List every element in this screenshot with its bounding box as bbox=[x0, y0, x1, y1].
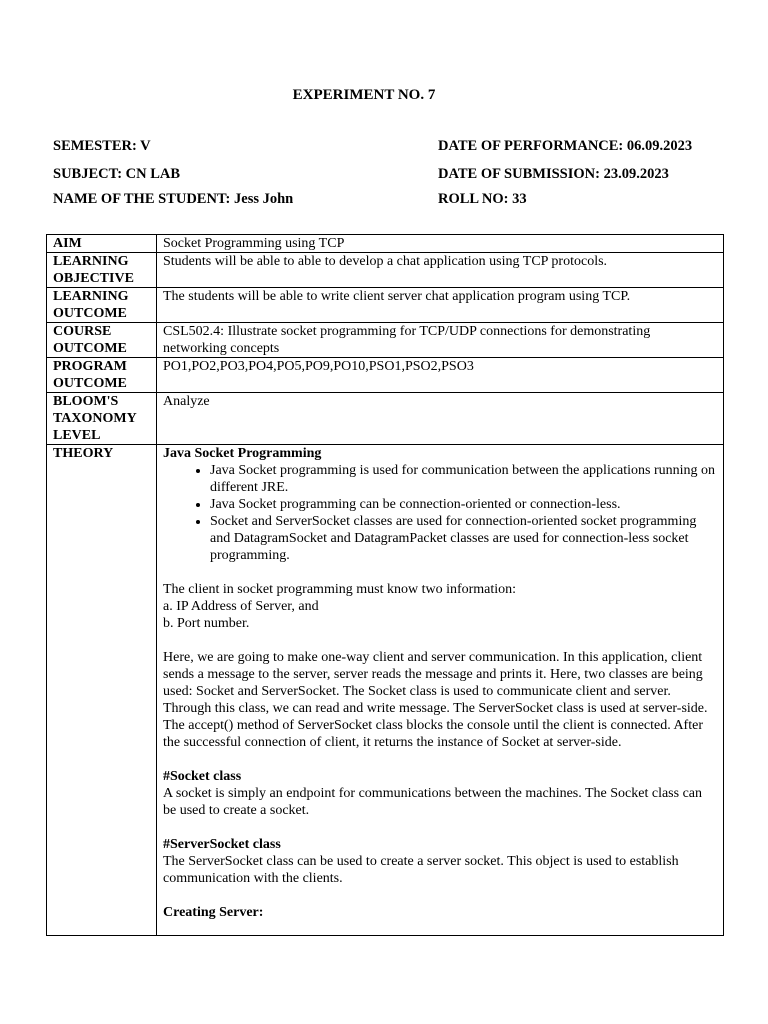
experiment-details-table bbox=[46, 234, 724, 936]
table-row bbox=[47, 253, 724, 288]
row-label-line: LEARNING bbox=[53, 289, 129, 304]
experiment-title: EXPERIMENT NO. 7 bbox=[292, 87, 436, 103]
row-label-line: AIM bbox=[53, 236, 82, 251]
row-label bbox=[47, 358, 157, 393]
table-row bbox=[47, 393, 724, 445]
roll-no-field: ROLL NO: 33 bbox=[438, 191, 527, 207]
table-row bbox=[47, 358, 724, 393]
row-content: PO1,PO2,PO3,PO4,PO5,PO9,PO10,PSO1,PSO2,PSO3 bbox=[157, 358, 724, 393]
socket-class-heading: #Socket class bbox=[163, 769, 242, 784]
row-label bbox=[47, 288, 157, 323]
table-row bbox=[47, 235, 724, 253]
row-content: Socket Programming using TCP bbox=[157, 235, 724, 253]
date-of-performance-field: DATE OF PERFORMANCE: 06.09.2023 bbox=[438, 138, 693, 154]
creating-server-heading: Creating Server: bbox=[163, 905, 264, 920]
row-label bbox=[47, 253, 157, 288]
serversocket-class-heading: #ServerSocket class bbox=[163, 837, 281, 852]
socket-class-text: A socket is simply an endpoint for communications between the machines. The Socket class can be used to create a socket. bbox=[163, 786, 702, 818]
theory-bullet-list bbox=[163, 462, 717, 564]
theory-content bbox=[157, 445, 724, 936]
theory-heading: Java Socket Programming bbox=[163, 446, 322, 461]
row-label-line: BLOOM'S bbox=[53, 394, 119, 409]
student-name-field: NAME OF THE STUDENT: Jess John bbox=[53, 191, 294, 207]
row-content: CSL502.4: Illustrate socket programming for TCP/UDP connections for demonstrating networking concepts bbox=[157, 323, 724, 358]
client-intro: The client in socket programming must know two information: bbox=[163, 582, 517, 597]
client-item-b: b. Port number. bbox=[163, 616, 250, 631]
theory-bullet: • Java Socket programming is used for communication between the applications running on different JRE. bbox=[210, 462, 717, 496]
date-of-submission-field: DATE OF SUBMISSION: 23.09.2023 bbox=[438, 166, 669, 182]
row-label-line: LEVEL bbox=[53, 428, 101, 443]
theory-bullet: • Socket and ServerSocket classes are used for connection-oriented socket programming and DatagramSocket and DatagramPacket classes are used for connection-less socket programming. bbox=[210, 513, 717, 564]
row-content: Students will be able to able to develop a chat application using TCP protocols. bbox=[157, 253, 724, 288]
row-label-line: PROGRAM bbox=[53, 359, 127, 374]
row-content: The students will be able to write client server chat application program using TCP. bbox=[157, 288, 724, 323]
theory-bullet: • Java Socket programming can be connection-oriented or connection-less. bbox=[210, 496, 717, 513]
theory-row bbox=[47, 445, 724, 936]
row-label-line: OUTCOME bbox=[53, 341, 127, 356]
row-label-line: TAXONOMY bbox=[53, 411, 137, 426]
row-label-line: COURSE bbox=[53, 324, 112, 339]
table-row bbox=[47, 323, 724, 358]
theory-paragraph: Here, we are going to make one-way client and server communication. In this application, client sends a message to the server, server reads the message and prints it. Here, two classes are being used: Socket and ServerSocket. The Socket class is used to communicate client and server. Through this class, we can read and write message. The ServerSocket class is used at server-side. The accept() method of ServerSocket class blocks the console until the client is connected. After the successful connection of client, it returns the instance of Socket at server-side. bbox=[163, 650, 708, 750]
row-label bbox=[47, 393, 157, 445]
semester-field: SEMESTER: V bbox=[53, 138, 151, 154]
row-label-line: OUTCOME bbox=[53, 306, 127, 321]
row-label bbox=[47, 323, 157, 358]
row-label bbox=[47, 235, 157, 253]
serversocket-class-text: The ServerSocket class can be used to create a server socket. This object is used to establish communication with the clients. bbox=[163, 854, 679, 886]
subject-field: SUBJECT: CN LAB bbox=[53, 166, 181, 182]
row-label-line: LEARNING bbox=[53, 254, 129, 269]
detail-rows bbox=[47, 235, 724, 445]
row-label-line: OBJECTIVE bbox=[53, 271, 134, 286]
theory-label: THEORY bbox=[47, 445, 157, 936]
row-content: Analyze bbox=[157, 393, 724, 445]
table-row bbox=[47, 288, 724, 323]
client-item-a: a. IP Address of Server, and bbox=[163, 599, 319, 614]
row-label-line: OUTCOME bbox=[53, 376, 127, 391]
